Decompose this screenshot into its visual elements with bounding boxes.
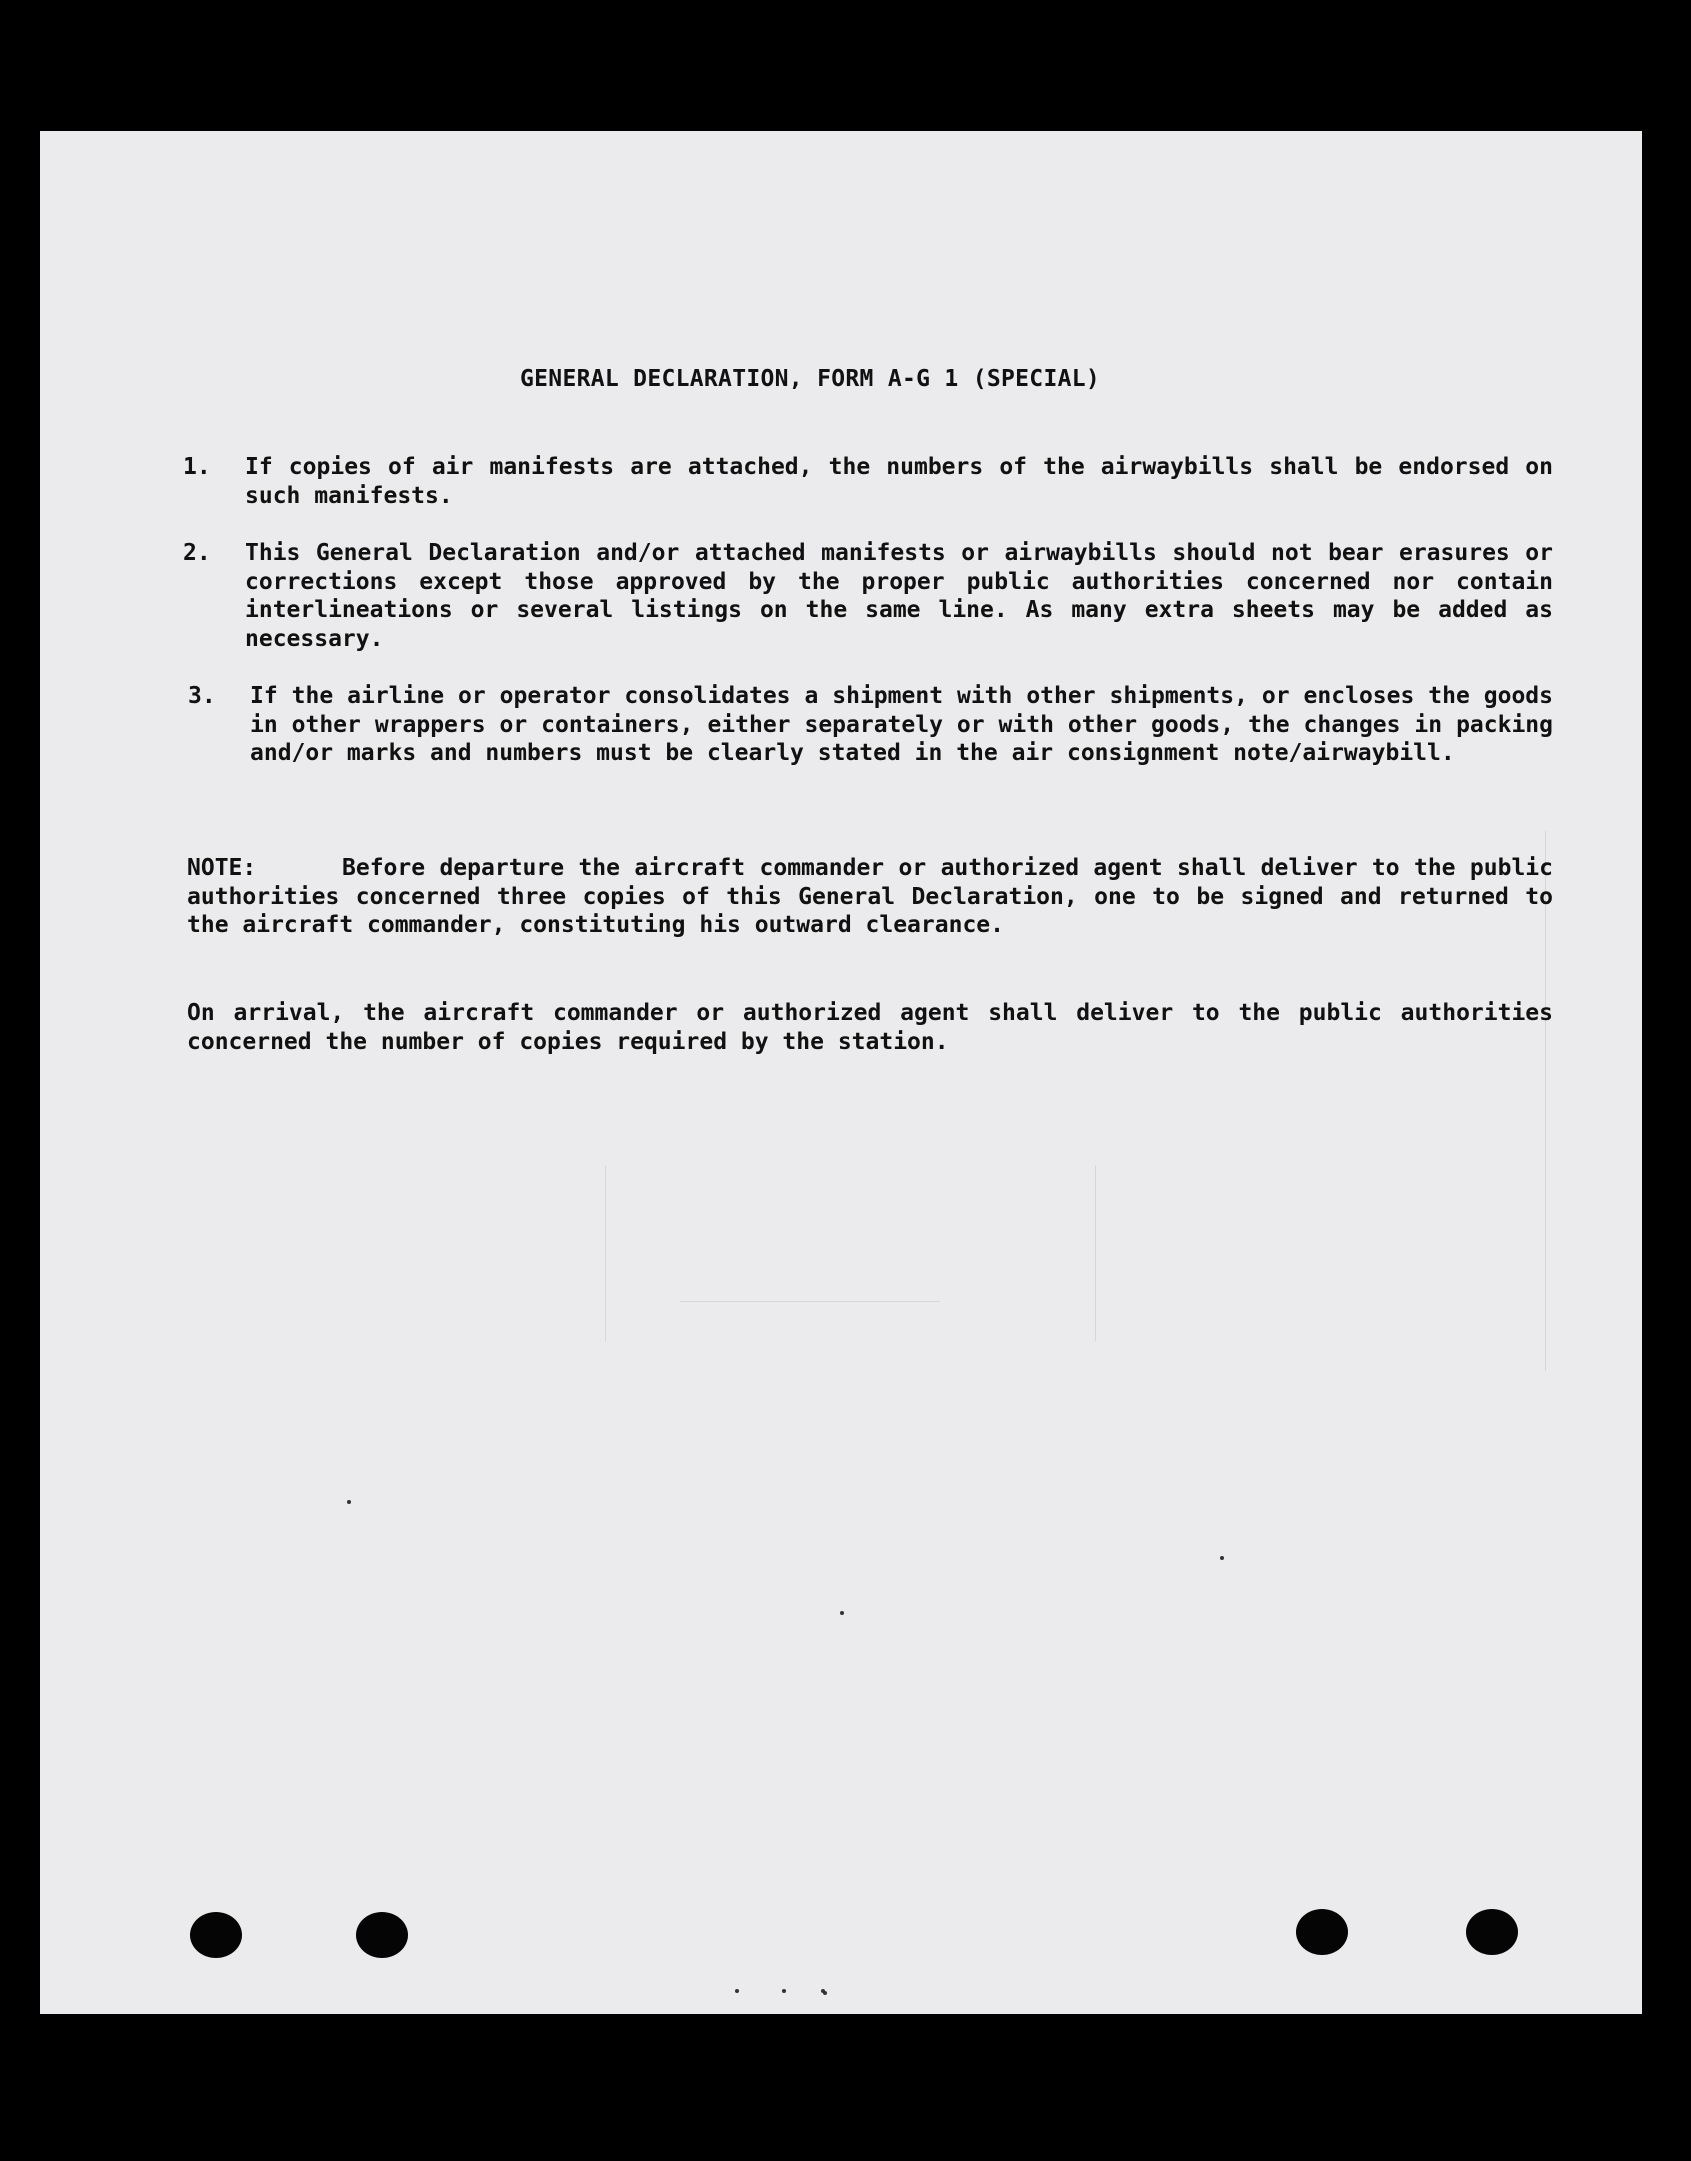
item-number: 3. bbox=[188, 683, 216, 709]
item-text: If copies of air manifests are attached, the numbers of the airwaybills shall be endorsed on such manifests. bbox=[245, 454, 1553, 509]
speck bbox=[347, 1500, 351, 1504]
item-number: 2. bbox=[183, 540, 211, 566]
note-label: NOTE: bbox=[187, 855, 257, 881]
speck bbox=[823, 1991, 827, 1995]
item-text: This General Declaration and/or attached manifests or airwaybills should not bear erasures or corrections except those approved by the proper public authorities concerned nor contain interlineations or several listings on the same line. As many extra sheets may be added as necessary. bbox=[245, 540, 1553, 652]
show-through-line bbox=[1095, 1166, 1096, 1341]
page-title: GENERAL DECLARATION, FORM A-G 1 (SPECIAL) bbox=[520, 366, 1101, 392]
list-item bbox=[183, 682, 1553, 768]
document-page bbox=[40, 131, 1642, 2014]
speck bbox=[1220, 1556, 1224, 1560]
arrival-paragraph: On arrival, the aircraft commander or authorized agent shall deliver to the public authorities concerned the number of copies required by the station. bbox=[187, 1000, 1553, 1055]
punch-hole bbox=[1466, 1909, 1518, 1955]
show-through-line bbox=[605, 1166, 606, 1341]
punch-hole bbox=[1296, 1909, 1348, 1955]
note-text: Before departure the aircraft commander or authorized agent shall deliver to the public authorities concerned three copies of this General Declaration, one to be signed and returned to the aircraft commander, constituting his outward clearance. bbox=[187, 855, 1553, 938]
show-through-line bbox=[680, 1301, 940, 1302]
punch-hole bbox=[190, 1912, 242, 1958]
item-number: 1. bbox=[183, 454, 211, 480]
punch-hole bbox=[356, 1912, 408, 1958]
note-paragraph bbox=[187, 854, 1553, 940]
list-item bbox=[183, 453, 1553, 510]
speck bbox=[782, 1989, 786, 1993]
speck bbox=[840, 1611, 844, 1615]
speck bbox=[735, 1989, 739, 1993]
list-item bbox=[183, 539, 1553, 653]
item-text: If the airline or operator consolidates a shipment with other shipments, or encloses the goods in other wrappers or containers, either separately or with other goods, the changes in packing and/or marks and numbers must be clearly stated in the air consignment note/airwaybill. bbox=[250, 683, 1553, 766]
